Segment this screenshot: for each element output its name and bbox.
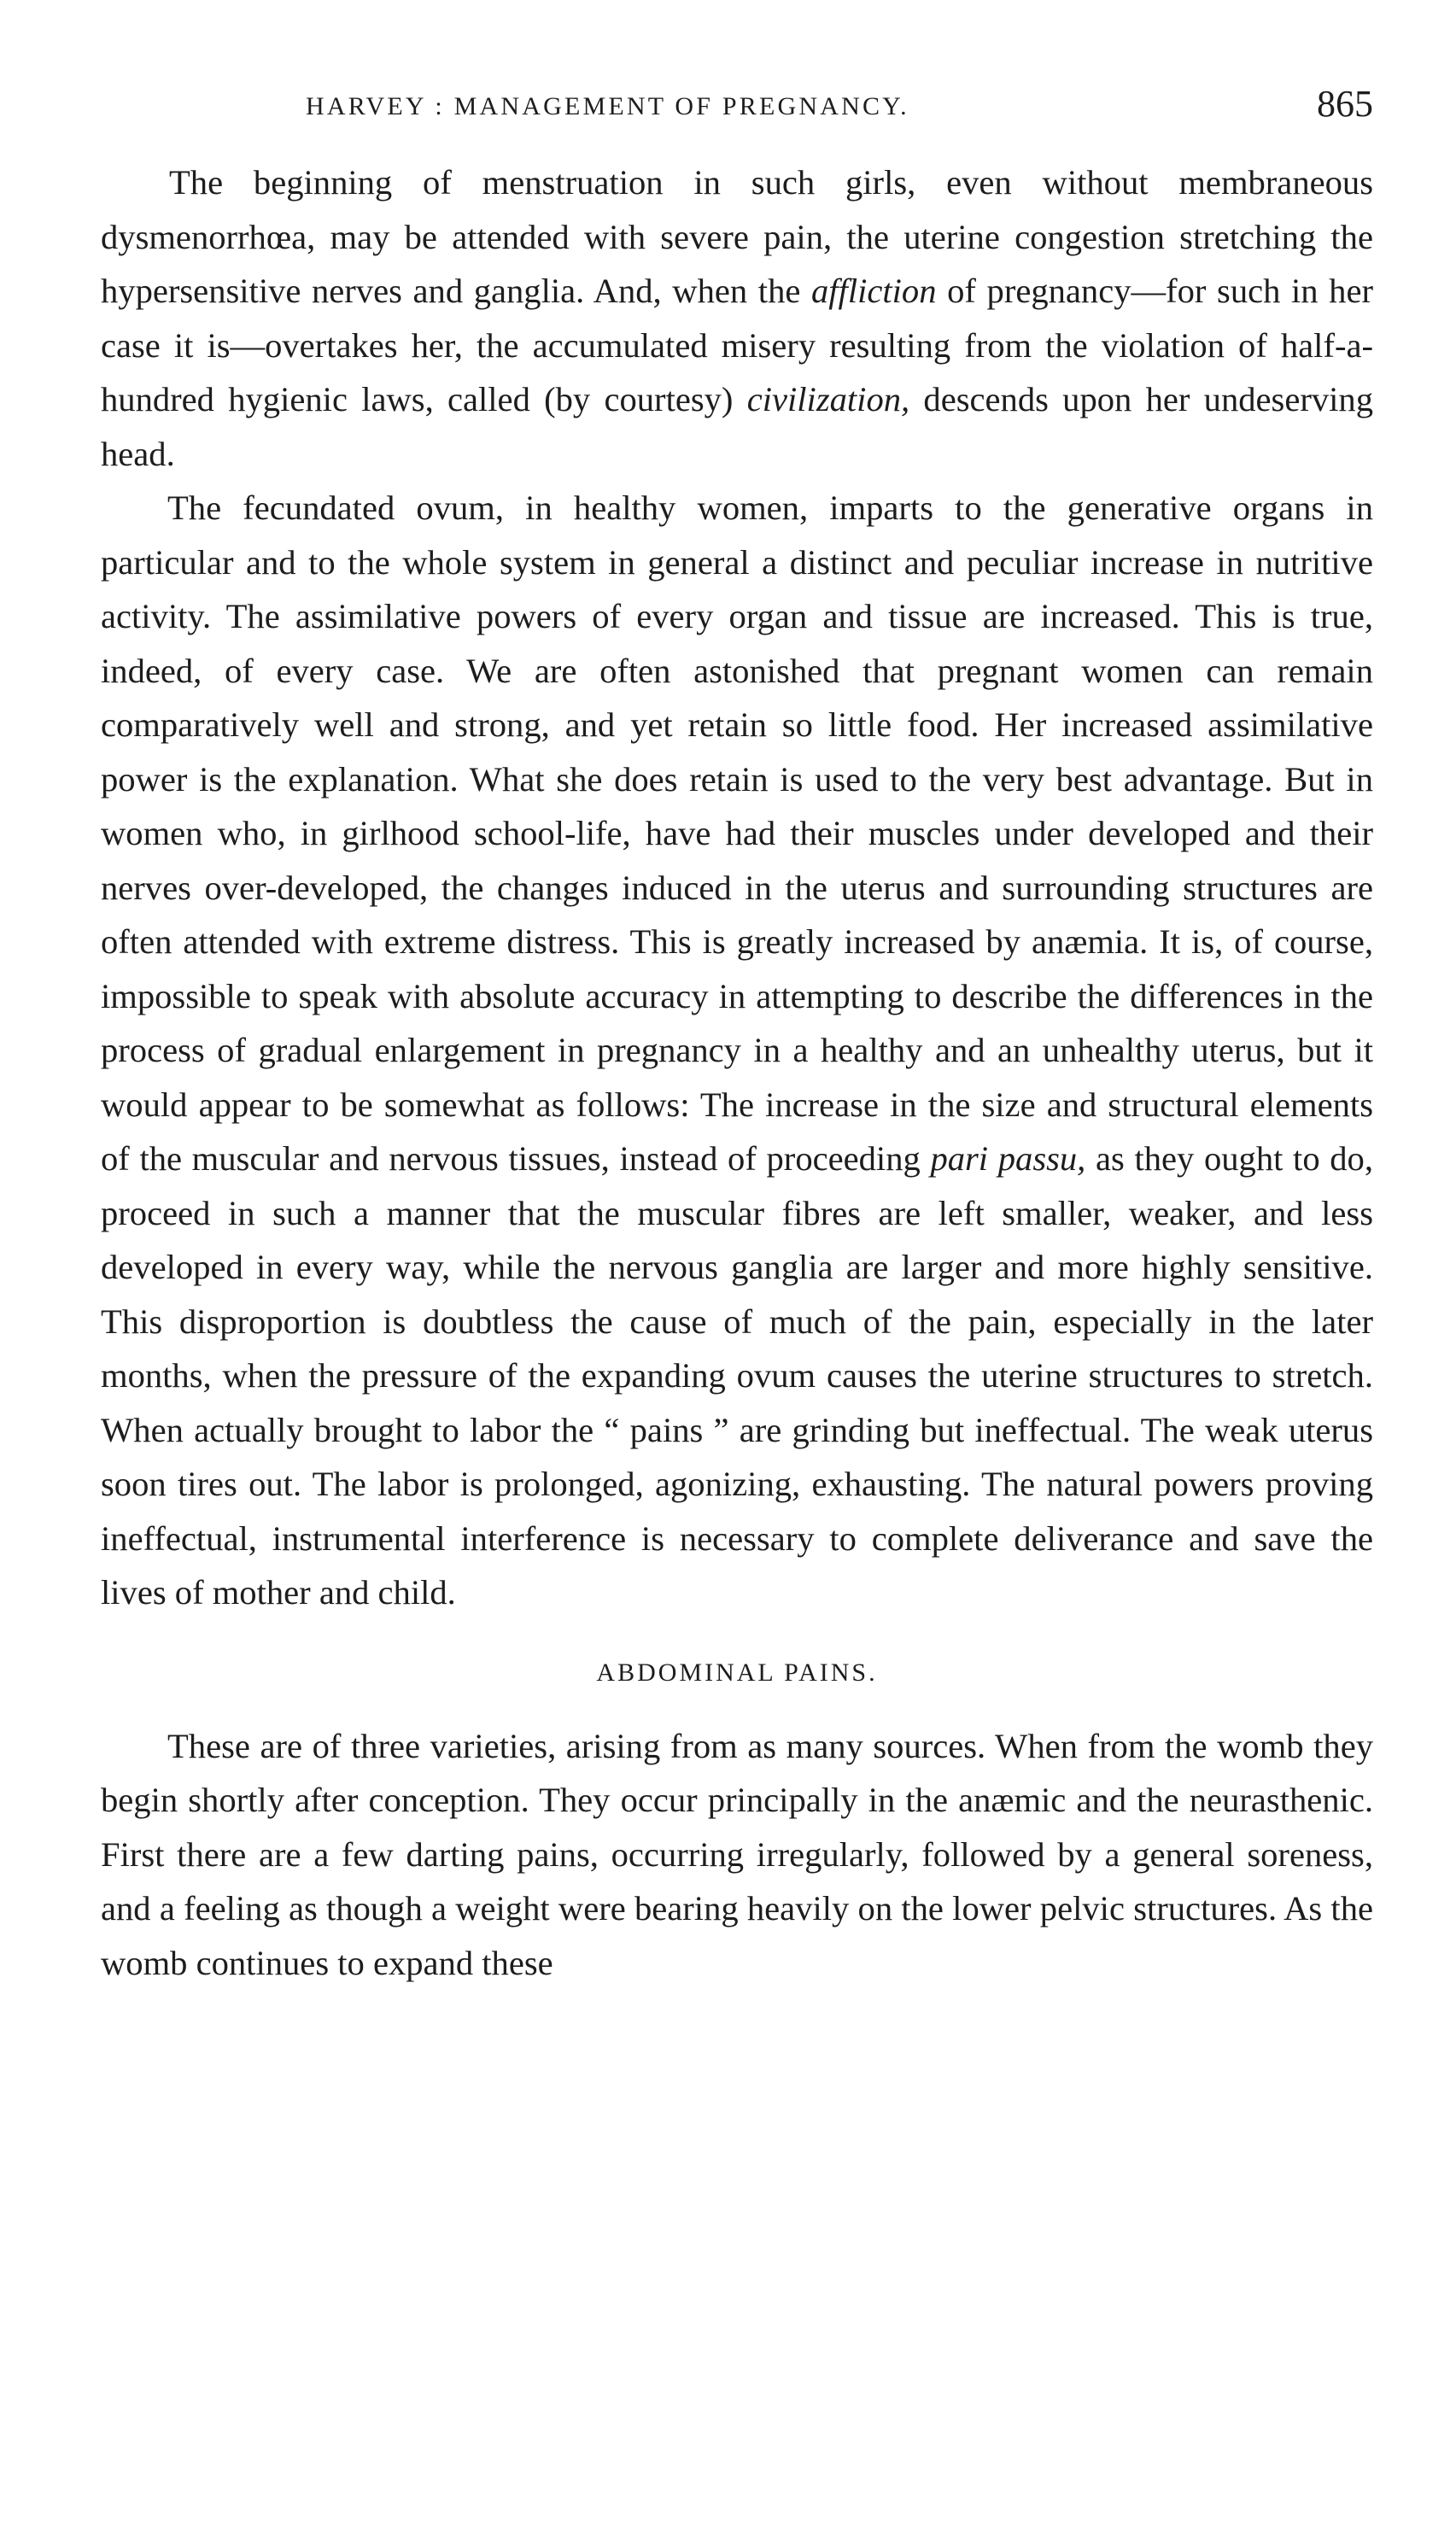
italic-affliction: affliction: [810, 272, 937, 310]
paragraph-text: as they ought to do, proceed in such a manner that the muscular fibres are left smaller, weaker, and less developed in every way, while the nervous ganglia are larger and more highly sensitive. This disproportion is doubtless the cause of much of the pain, especially in the later months, when the pressure of the expanding ovum causes the uterine structures to stretch. When actually brought to labor the “ pains ” are grinding but ineffectual. The weak uterus soon tires out. The labor is prolonged, agonizing, exhausting. The natural powers proving ineffectual, instrumental interference is necessary to complete deliverance and save the lives of mother and child.: [101, 1139, 1373, 1612]
book-page: [101, 77, 1373, 1990]
running-head: [101, 77, 1373, 137]
paragraph-text: The fecundated ovum, in healthy women, imparts to the generative organs in particular and to the whole system in general a distinct and peculiar increase in nutritive activity. The assimilative powers of every organ and tissue are increased. This is true, indeed, of every case. We are often astonished that pregnant women can remain comparatively well and strong, and yet retain so little food. Her increased assimilative power is the explanation. What she does retain is used to the very best advantage. But in women who, in girlhood school-life, have had their muscles under developed and their nerves over-developed, the changes induced in the uterus and surrounding structures are often attended with extreme distress. This is greatly increased by anæmia. It is, of course, impossible to speak with absolute accuracy in attempting to describe the differences in the process of gradual enlargement in pregnancy in a healthy and an unhealthy uterus, but it would appear to be somewhat as follows: The increase in the size and structural elements of the muscular and nervous tissues, instead of proceeding: [101, 488, 1373, 1178]
paragraph-text: of pregnancy—for such in her case it is—overtakes her, the accumulated misery resulting from the violation of half-a-hundred hygienic laws, called (by courtesy): [101, 272, 1373, 418]
italic-pari-passu: pari passu,: [930, 1139, 1086, 1178]
paragraph-fecundated-ovum: [101, 481, 1373, 1620]
paragraph-text: These are of three varieties, arising from as many sources. When from the womb they begin shortly after conception. They occur principally in the anæmic and the neurasthenic. First there are a few darting pains, occurring irregularly, followed by a general soreness, and a feeling as though a weight were bearing heavily on the lower pelvic structures. As the womb continues to expand these: [101, 1726, 1373, 1982]
paragraph-text: descends upon her undeserving head.: [101, 380, 1373, 473]
paragraph-menstruation: [101, 155, 1373, 481]
paragraph-abdominal-pains: [101, 1719, 1373, 1991]
section-heading-abdominal-pains: ABDOMINAL PAINS.: [596, 1658, 878, 1687]
paragraph-text: The beginning of menstruation in such girls, even without membraneous dysmenorrhœa, may be attended with severe pain, the uterine congestion stretching the hypersensitive nerves and ganglia. And, when the: [101, 163, 1373, 310]
italic-civilization: civilization,: [746, 380, 910, 418]
page-number: 865: [1317, 83, 1373, 125]
running-head-title: HARVEY : MANAGEMENT OF PREGNANCY.: [306, 92, 909, 120]
